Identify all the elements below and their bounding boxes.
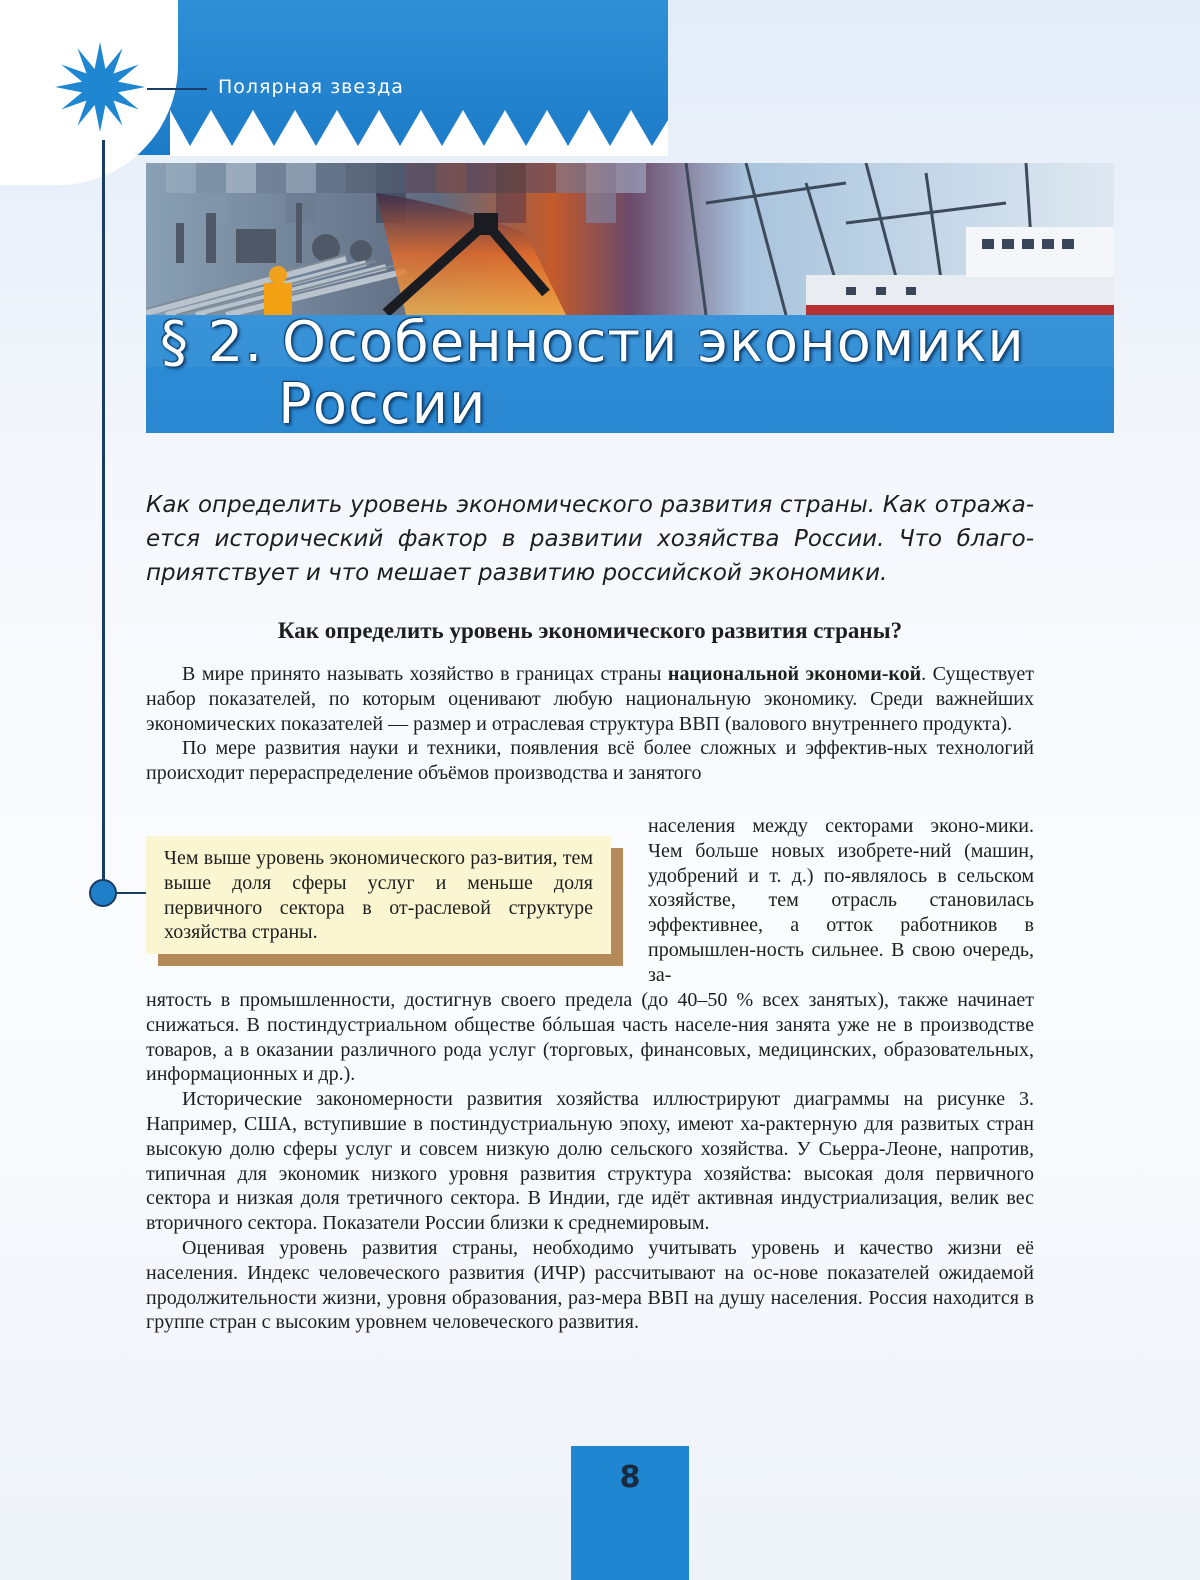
paragraph-1 bbox=[146, 662, 1034, 736]
key-idea-callout: Чем выше уровень экономического раз-вития, тем выше доля сферы услуг и меньше доля первичного сектора в от-раслевой структуре хозяйства страны. bbox=[146, 836, 611, 954]
left-vertical-rule bbox=[102, 140, 105, 892]
photo-collage-illustration bbox=[146, 163, 1114, 315]
callout-marker-dot bbox=[89, 879, 117, 907]
paragraph-1-end: . Существует набор показателей, по которым оценивают любую национальную экономику. Среди важнейших экономических показателей — размер и отраслевая структура ВВП (валового внутреннего продукта). bbox=[146, 663, 1034, 735]
paragraph-1-start: В мире принято называть хозяйство в границах страны bbox=[182, 663, 668, 685]
section-subheading: Как определить уровень экономического развития страны? bbox=[277, 618, 903, 643]
polar-star-icon bbox=[55, 42, 145, 132]
header-connector-line bbox=[147, 88, 207, 90]
paragraph-3: Исторические закономерности развития хозяйства иллюстрируют диаграммы на рисунке 3. Например, США, вступившие в постиндустриальную эпоху, имеют ха-рактерную для развитых стран высокую долю сферы услуг и совсем низкую долю сельского хозяйства. У Сьерра-Леоне, напротив, типичная для экономик низкого уровня развития структура хозяйства: высокая доля первичного сектора и низкая доля третичного сектора. В Индии, где идёт активная индустриализация, велик вес вторичного сектора. Показатели России близки к среднемировым. bbox=[146, 1088, 1034, 1235]
section-questions: Как определить уровень экономического развития страны. Как отража-ется исторический фактор в развитии хозяйства России. Что благо-приятствует и что мешает развитию российской экономики. bbox=[146, 492, 1034, 586]
title-line-1: § 2. Особенности экономики bbox=[160, 310, 1025, 375]
paragraph-2-continued: нятость в промышленности, достигнув своего предела (до 40–50 % всех занятых), также начинает снижаться. В постиндустриальном обществе бóльшая часть населе-ния занята уже не в производстве товаров, а в оказании различного рода услуг (торговых, финансовых, медицинских, образовательных, информационных и др.). bbox=[146, 989, 1034, 1086]
paragraph-4: Оценивая уровень развития страны, необходимо учитывать уровень и качество жизни её населения. Индекс человеческого развития (ИЧР) рассчитывают на ос-нове показателей ожидаемой продолжительности жизни, уровня образования, раз-мера ВВП на душу населения. Россия находится в группе стран с высоким уровнем человеческого развития. bbox=[146, 1236, 1034, 1334]
term-national-economy: национальной экономи-кой bbox=[667, 663, 922, 685]
industry-photo-collage bbox=[146, 163, 1114, 315]
paragraph-2-wrapped: населения между секторами эконо-мики. Чем больше новых изобрете-ний (машин, удобрений и т. д.) по-являлось в сельском хозяйстве, тем отрасль становилась эффективнее, а отток работников в промышлен-ность сильнее. В свою очередь, за- bbox=[648, 815, 1034, 986]
paragraph-title bbox=[160, 312, 1025, 436]
worker-figure bbox=[269, 266, 287, 284]
banner-zigzag-edge bbox=[170, 110, 668, 156]
series-title: Полярная звезда bbox=[218, 76, 404, 98]
page-number: 8 bbox=[619, 1460, 641, 1495]
title-line-2: России bbox=[278, 372, 487, 437]
body-text-bottom bbox=[146, 988, 1034, 1335]
paragraph-2-start: По мере развития науки и техники, появления всё более сложных и эффектив-ных технологий происходит перераспределение объёмов производства и занятого bbox=[146, 737, 1034, 785]
body-text-top bbox=[146, 662, 1034, 786]
